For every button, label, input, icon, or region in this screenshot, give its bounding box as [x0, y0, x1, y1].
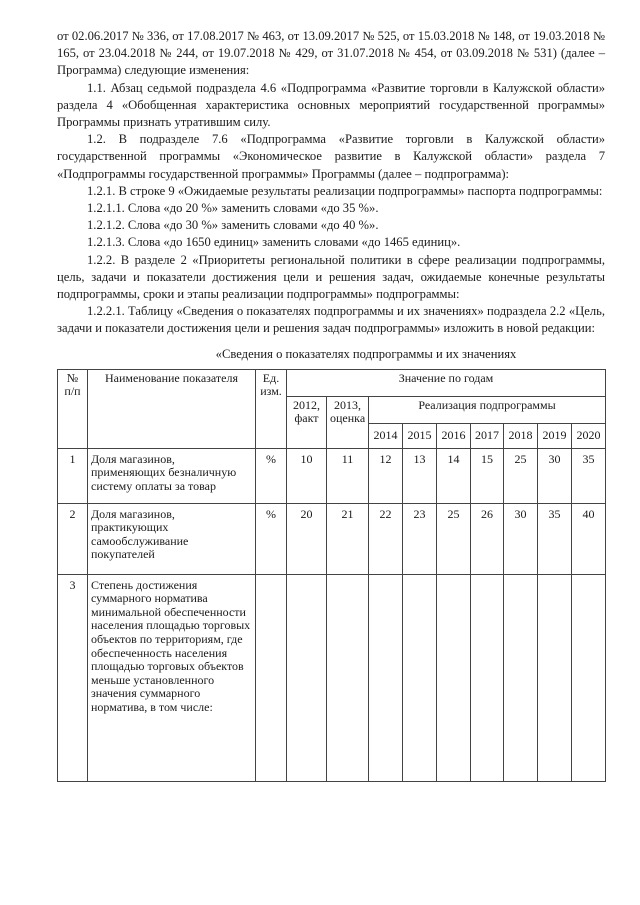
row-value: 15 — [471, 448, 504, 503]
row-num: 1 — [58, 448, 88, 503]
row-value: 22 — [369, 503, 403, 574]
row-value: 25 — [437, 503, 471, 574]
intro-paragraph: от 02.06.2017 № 336, от 17.08.2017 № 463, от 13.09.2017 № 525, от 15.03.2018 № 148, от 19.03.2018 № 165, от 23.04.2018 № 244, от 19.07.2018 № 429, от 31.07.2018 № 454, от 03.09.2018 № 531) (далее – Программа) следующие изменения: — [57, 29, 605, 78]
row-unit — [256, 574, 287, 781]
row-value: 13 — [403, 448, 437, 503]
header-name: Наименование показателя — [88, 369, 256, 448]
item-1-2-2-1: 1.2.2.1. Таблицу «Сведения о показателях подпрограммы и их значениях» подраздела 2.2 «Цель, задачи и показатели достижения цели и решения задач подпрограммы» изложить в новой редакции: — [57, 304, 605, 336]
row-value: 10 — [287, 448, 327, 503]
table-row — [58, 503, 606, 574]
item-1-2-1: 1.2.1. В строке 9 «Ожидаемые результаты реализации подпрограммы» паспорта подпрограммы: — [87, 183, 603, 198]
row-value: 40 — [572, 503, 606, 574]
header-2012: 2012, факт — [287, 396, 327, 448]
row-value — [471, 574, 504, 781]
row-value — [287, 574, 327, 781]
table-title: «Сведения о показателях подпрограммы и их значениях — [215, 346, 517, 361]
table-row — [58, 448, 606, 503]
row-value: 35 — [572, 448, 606, 503]
item-1-2-1-1: 1.2.1.1. Слова «до 20 %» заменить словами «до 35 %». — [87, 201, 379, 216]
header-2013: 2013, оценка — [327, 396, 369, 448]
item-1-2-2: 1.2.2. В разделе 2 «Приоритеты региональной политики в сфере реализации подпрограммы, цель, задачи и показатели достижения цели и решения задач, ожидаемые конечные результаты подпрограммы, сроки и этапы реализации подпрограммы» подпрограммы: — [57, 252, 605, 302]
header-row-1 — [58, 369, 606, 396]
header-year: 2018 — [504, 423, 538, 448]
header-values-by-year: Значение по годам — [287, 369, 606, 396]
row-value: 21 — [327, 503, 369, 574]
header-year: 2016 — [437, 423, 471, 448]
row-value: 20 — [287, 503, 327, 574]
item-1-2-1-3: 1.2.1.3. Слова «до 1650 единиц» заменить словами «до 1465 единиц». — [87, 235, 461, 250]
header-year: 2019 — [538, 423, 572, 448]
row-value: 14 — [437, 448, 471, 503]
row-value: 23 — [403, 503, 437, 574]
row-value — [327, 574, 369, 781]
row-value: 35 — [538, 503, 572, 574]
header-num: № п/п — [58, 369, 88, 448]
row-value — [369, 574, 403, 781]
row-name: Доля магазинов, применяющих безналичную систему оплаты за товар — [88, 448, 256, 503]
row-value: 12 — [369, 448, 403, 503]
row-unit: % — [256, 503, 287, 574]
header-unit: Ед. изм. — [256, 369, 287, 448]
header-year: 2020 — [572, 423, 606, 448]
row-value: 30 — [538, 448, 572, 503]
header-year: 2017 — [471, 423, 504, 448]
header-implementation: Реализация подпрограммы — [369, 396, 606, 423]
header-year: 2015 — [403, 423, 437, 448]
row-name: Степень достижения суммарного норматива минимальной обеспеченности населения площадью торговых объектов по территориям, где обеспеченность населения площадью торговых объектов меньше установленного значения суммарного норматива, в том числе: — [88, 574, 256, 781]
row-value: 30 — [504, 503, 538, 574]
row-value — [504, 574, 538, 781]
row-value — [403, 574, 437, 781]
item-1-2: 1.2. В подразделе 7.6 «Подпрограмма «Развитие торговли в Калужской области» государственной программы «Экономическое развитие в Калужской области» раздела 7 «Подпрограммы государственной программы» Программы (далее – подпрограмма): — [57, 132, 605, 181]
row-value: 11 — [327, 448, 369, 503]
row-num: 3 — [58, 574, 88, 781]
row-value: 26 — [471, 503, 504, 574]
indicators-table — [57, 369, 606, 782]
row-unit: % — [256, 448, 287, 503]
row-num: 2 — [58, 503, 88, 574]
row-value: 25 — [504, 448, 538, 503]
item-1-2-1-2: 1.2.1.2. Слова «до 30 %» заменить словами «до 40 %». — [87, 218, 379, 233]
row-value — [538, 574, 572, 781]
row-value — [437, 574, 471, 781]
item-1-1: 1.1. Абзац седьмой подраздела 4.6 «Подпрограмма «Развитие торговли в Калужской области» раздела 4 «Обобщенная характеристика основных мероприятий государственной программы» Программы признать утратившим силу. — [57, 80, 605, 130]
table-row — [58, 574, 606, 781]
row-value — [572, 574, 606, 781]
row-name: Доля магазинов, практикующих самообслуживание покупателей — [88, 503, 256, 574]
header-year: 2014 — [369, 423, 403, 448]
document-page — [57, 28, 605, 782]
